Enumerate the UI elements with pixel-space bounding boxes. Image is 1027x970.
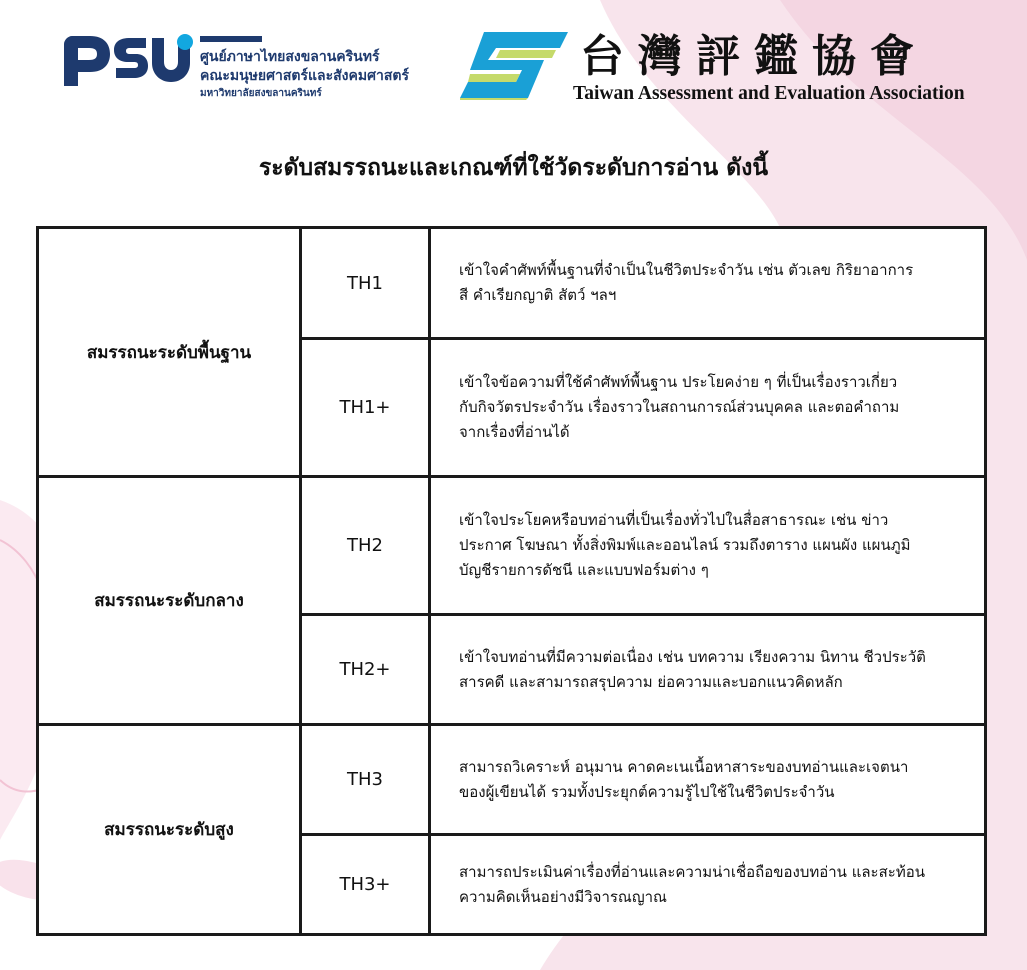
description-line: สารคดี และสามารถสรุปความ ย่อความและบอกแนวคิดหลัก [459, 672, 843, 691]
psu-name-block [200, 36, 450, 101]
psu-dot [175, 32, 195, 52]
taea-name-chinese: 台灣評鑑協會 [580, 31, 928, 82]
reading-level-table [36, 226, 987, 936]
psu-logo [60, 32, 192, 92]
level-name-basic: สมรรถนะระดับพื้นฐาน [38, 228, 301, 477]
description-line: เข้าใจบทอ่านที่มีความต่อเนื่อง เช่น บทความ เรียงความ นิทาน ชีวประวัติ [459, 647, 926, 666]
taea-name-english: Taiwan Assessment and Evaluation Association [573, 83, 965, 104]
level-code-th1-plus: TH1+ [301, 339, 430, 477]
description-line: ของผู้เขียนได้ รวมทั้งประยุกต์ความรู้ไปใช้ในชีวิตประจำวัน [459, 782, 835, 801]
description-line: สี คำเรียกญาติ สัตว์ ฯลฯ [459, 286, 617, 304]
level-description-th2 [430, 477, 986, 615]
level-code-th1: TH1 [301, 228, 430, 339]
header [0, 0, 1027, 120]
level-code-th3: TH3 [301, 725, 430, 835]
description-line: บัญชีรายการดัชนี และแบบฟอร์มต่าง ๆ [459, 561, 709, 579]
psu-faculty-name: คณะมนุษยศาสตร์และสังคมศาสตร์ [200, 68, 410, 84]
level-description-th3 [430, 725, 986, 835]
page-title: ระดับสมรรถนะและเกณฑ์ที่ใช้วัดระดับการอ่าน ดังนี้ [258, 155, 769, 181]
level-name-advanced: สมรรถนะระดับสูง [38, 725, 301, 935]
table-row [38, 228, 986, 339]
psu-bar [200, 36, 262, 42]
taea-logo [460, 30, 570, 100]
level-code-th3-plus: TH3+ [301, 835, 430, 935]
level-code-th2-plus: TH2+ [301, 615, 430, 725]
psu-university-name: มหาวิทยาลัยสงขลานครินทร์ [200, 88, 322, 99]
table-row [38, 725, 986, 835]
description-line: กับกิจวัตรประจำวัน เรื่องราวในสถานการณ์ส่วนบุคคล และตอคำถาม [459, 398, 900, 416]
level-description-th2-plus [430, 615, 986, 725]
description-line: เข้าใจคำศัพท์พื้นฐานที่จำเป็นในชีวิตประจำวัน เช่น ตัวเลข กิริยาอาการ [459, 261, 914, 279]
description-line: ประกาศ โฆษณา ทั้งสิ่งพิมพ์และออนไลน์ รวมถึงตาราง แผนผัง แผนภูมิ [459, 536, 911, 554]
level-code-th2: TH2 [301, 477, 430, 615]
description-line: เข้าใจประโยคหรือบทอ่านที่เป็นเรื่องทั่วไปในสื่อสาธารณะ เช่น ข่าว [459, 511, 889, 529]
psu-center-name: ศูนย์ภาษาไทยสงขลานครินทร์ [200, 49, 380, 65]
description-line: จากเรื่องที่อ่านได้ [459, 423, 570, 441]
level-description-th3-plus [430, 835, 986, 935]
description-line: สามารถวิเคราะห์ อนุมาน คาดคะเนเนื้อหาสาระของบทอ่านและเจตนา [459, 757, 909, 776]
level-description-th1 [430, 228, 986, 339]
table-row [38, 477, 986, 615]
description-line: สามารถประเมินค่าเรื่องที่อ่านและความน่าเชื่อถือของบทอ่าน และสะท้อน [459, 862, 925, 881]
level-description-th1-plus [430, 339, 986, 477]
description-line: ความคิดเห็นอย่างมีวิจารณญาณ [459, 887, 667, 906]
description-line: เข้าใจข้อความที่ใช้คำศัพท์พื้นฐาน ประโยคง่าย ๆ ที่เป็นเรื่องราวเกี่ยว [459, 373, 898, 391]
level-name-intermediate: สมรรถนะระดับกลาง [38, 477, 301, 725]
